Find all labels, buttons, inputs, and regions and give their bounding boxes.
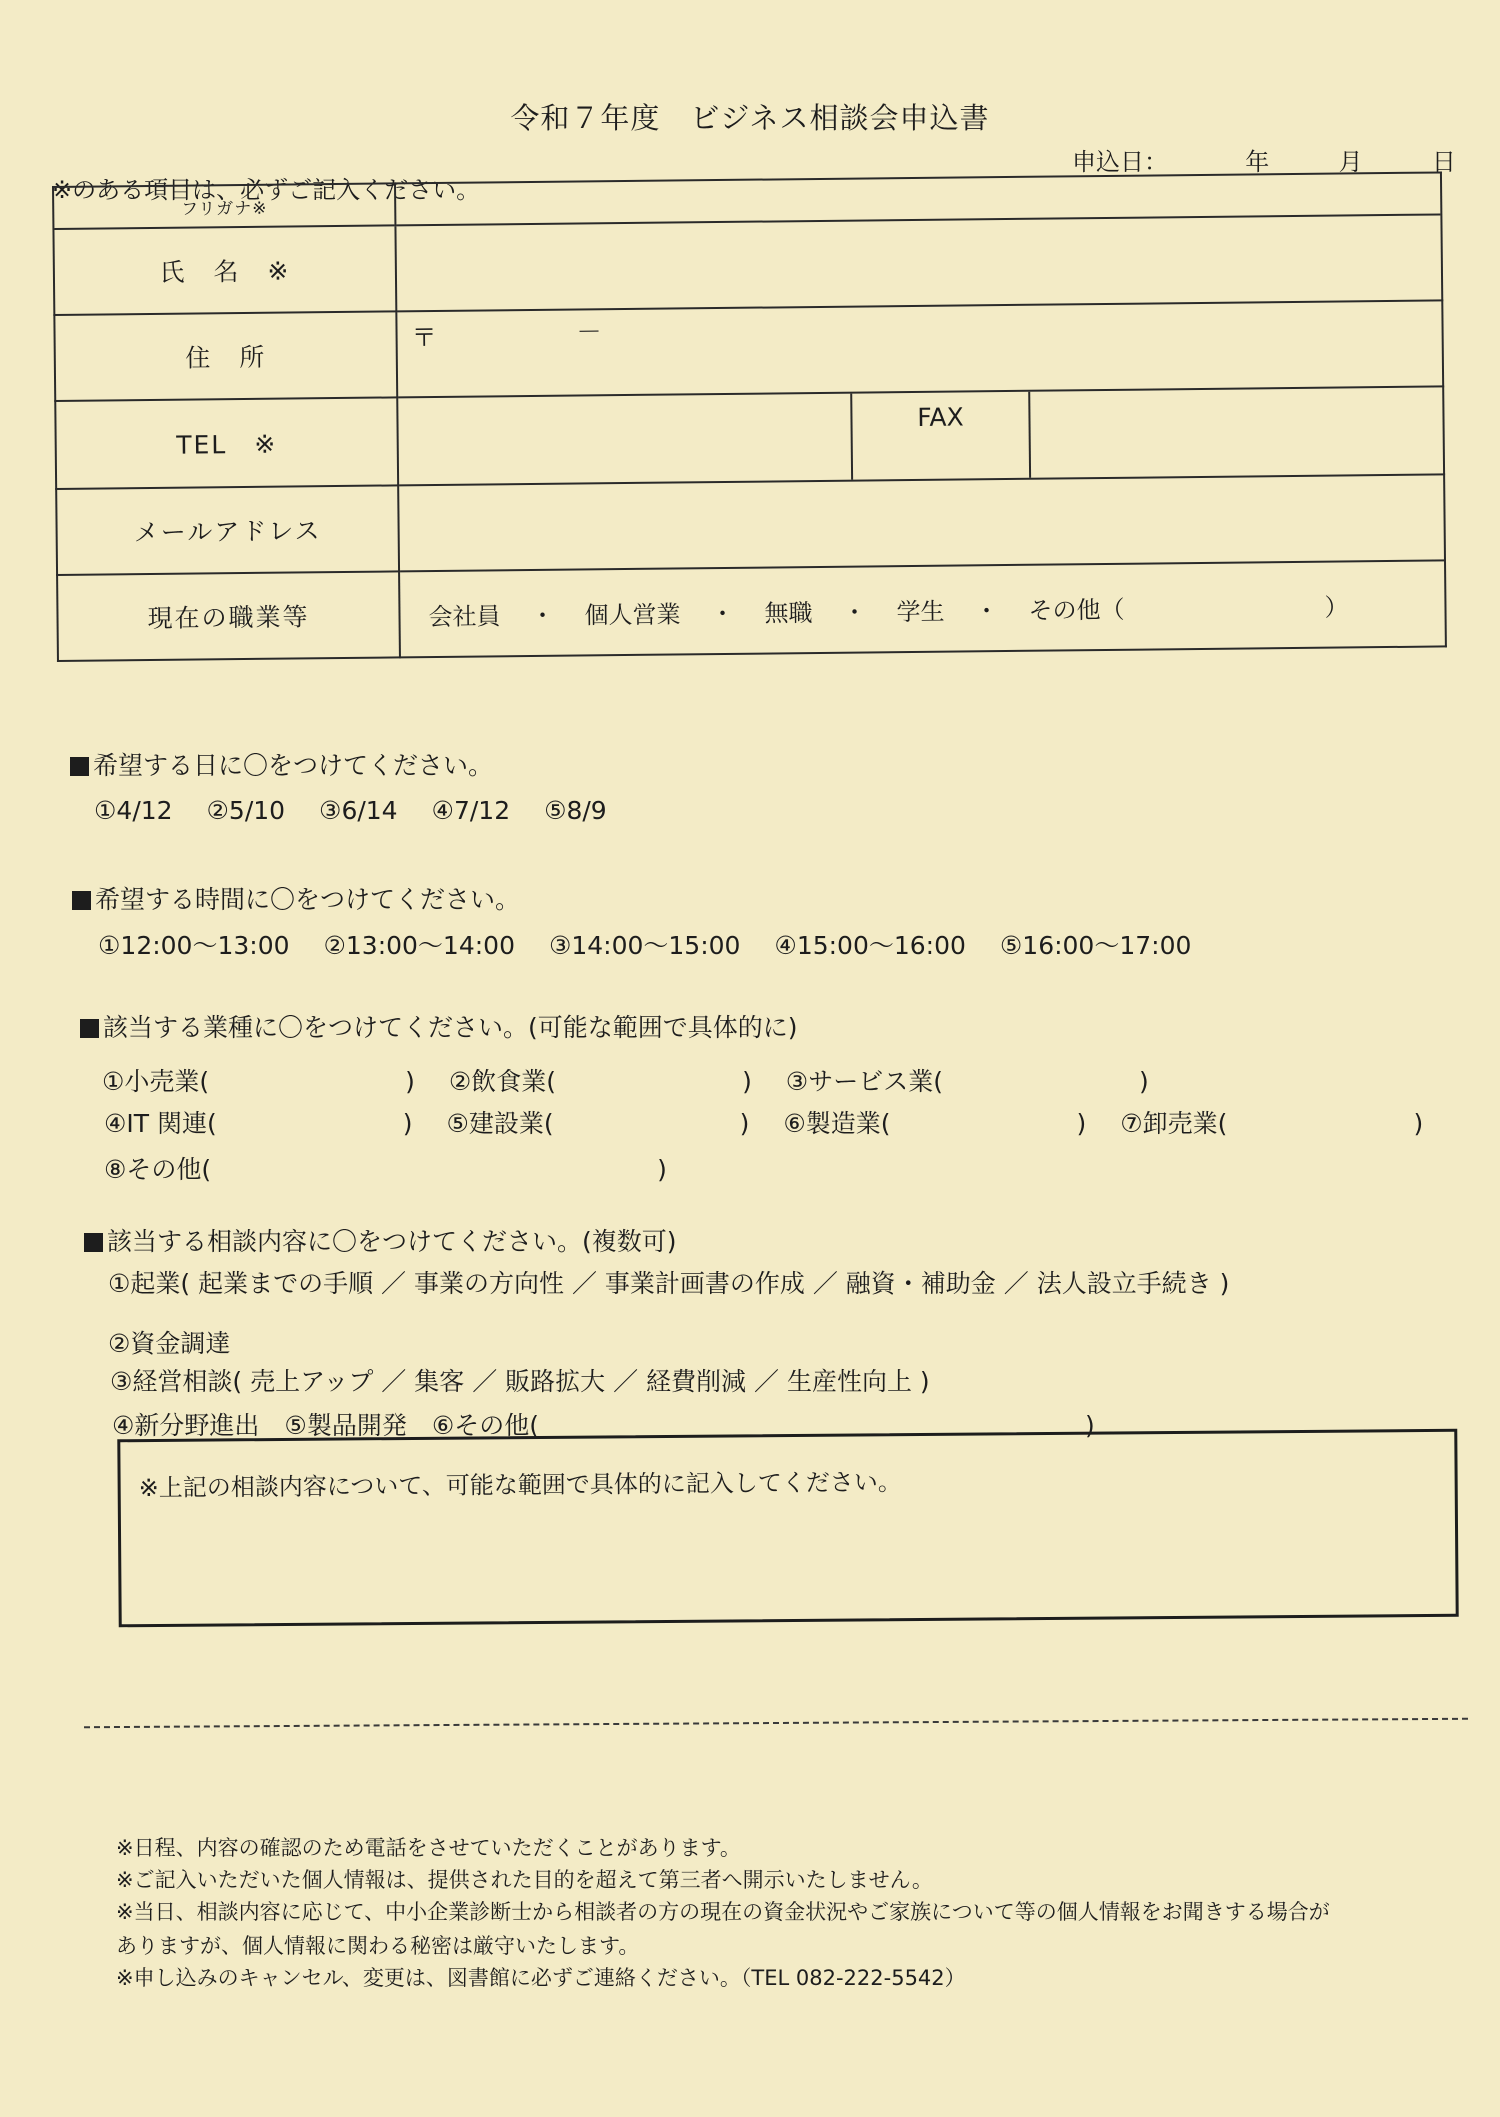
time-option[interactable]: ②13:00～14:00: [323, 931, 515, 960]
industry-heading-text: 該当する業種に〇をつけてください。(可能な範囲で具体的に): [103, 1013, 798, 1042]
address-row: [54, 300, 1443, 401]
tel-field[interactable]: [398, 394, 853, 485]
occupation-close: ）: [1324, 592, 1349, 622]
time-option[interactable]: ①12:00～13:00: [98, 931, 290, 960]
industry-close: ): [1413, 1109, 1424, 1138]
time-option[interactable]: ③14:00～15:00: [548, 931, 741, 960]
furigana-label: フリガナ※: [53, 183, 395, 229]
consult-heading: [84, 1222, 677, 1258]
industry-close: ): [1076, 1109, 1087, 1138]
industry-close: ): [657, 1155, 667, 1184]
fax-label: FAX: [852, 392, 1031, 480]
cut-line: [84, 1718, 1468, 1728]
consult-option[interactable]: ④新分野進出 ⑤製品開発 ⑥その他(: [112, 1411, 539, 1440]
industry-option[interactable]: ⑤建設業(: [446, 1109, 554, 1138]
form-title: 令和７年度 ビジネス相談会申込書: [510, 101, 990, 135]
time-option[interactable]: ④15:00～16:00: [774, 931, 966, 960]
occupation-row: [57, 560, 1446, 661]
date-option[interactable]: ①4/12: [94, 796, 173, 825]
separator-dot: ・: [974, 596, 999, 625]
note-line: ※ご記入いただいた個人情報は、提供された目的を超えて第三者へ開示いたしません。: [116, 1868, 933, 1892]
note-line: ※当日、相談内容に応じて、中小企業診断士から相談者の方の現在の資金状況やご家族について等の個人情報をお聞きする場合が: [116, 1900, 1330, 1924]
date-year-field[interactable]: 年: [1245, 148, 1270, 176]
industry-close: ): [402, 1109, 413, 1138]
application-date-label: 申込日：: [1072, 148, 1168, 176]
consult-detail-box[interactable]: [117, 1429, 1458, 1628]
fax-field[interactable]: [1030, 387, 1443, 477]
square-bullet-icon: [72, 891, 91, 910]
industry-option[interactable]: ⑥製造業(: [783, 1109, 891, 1138]
separator-dot: ・: [710, 599, 735, 628]
email-field[interactable]: [398, 474, 1445, 571]
applicant-info-table: [52, 171, 1447, 662]
postal-dash: －: [576, 317, 602, 347]
industry-row-2: [104, 1104, 1449, 1140]
separator-dot: ・: [530, 601, 555, 630]
time-heading-text: 希望する時間に〇をつけてください。: [95, 885, 521, 914]
required-note: ※のある項目は、必ずご記入ください。: [52, 176, 481, 204]
industry-row-1: [102, 1062, 1175, 1098]
address-label: 住 所: [54, 311, 397, 401]
industry-close: ): [739, 1109, 750, 1138]
date-month-field[interactable]: 月: [1338, 148, 1363, 176]
industry-close: ): [742, 1067, 752, 1096]
industry-close: ): [1138, 1067, 1149, 1096]
email-label: メールアドレス: [56, 485, 399, 575]
square-bullet-icon: [70, 757, 89, 776]
date-day-field[interactable]: 日: [1431, 148, 1456, 176]
occupation-label: 現在の職業等: [57, 571, 400, 661]
occupation-options: [400, 586, 1444, 632]
name-label: 氏 名 ※: [53, 225, 396, 315]
consult-option[interactable]: ②資金調達: [108, 1329, 231, 1358]
dates-heading: [70, 746, 493, 782]
time-option[interactable]: ⑤16:00～17:00: [999, 931, 1192, 960]
industry-option[interactable]: ⑦卸売業(: [1120, 1109, 1228, 1138]
dates-heading-text: 希望する日に〇をつけてください。: [93, 751, 494, 780]
industry-heading: [80, 1008, 798, 1044]
date-option[interactable]: ⑤8/9: [544, 796, 607, 825]
name-field[interactable]: [395, 214, 1442, 311]
name-row: [53, 214, 1442, 315]
industry-option[interactable]: ①小売業(: [102, 1067, 210, 1096]
industry-option[interactable]: ③サービス業(: [785, 1067, 943, 1096]
consult-heading-text: 該当する相談内容に〇をつけてください。(複数可): [107, 1227, 677, 1256]
note-line: ※日程、内容の確認のため電話をさせていただくことがあります。: [116, 1836, 741, 1860]
postal-mark: 〒: [411, 322, 437, 353]
occupation-option[interactable]: 個人営業: [584, 599, 681, 629]
consult-close: ): [1085, 1411, 1095, 1440]
square-bullet-icon: [80, 1019, 99, 1038]
time-options: [98, 926, 1217, 962]
industry-option[interactable]: ⑧その他(: [104, 1155, 212, 1184]
consult-option[interactable]: ①起業( 起業までの手順 ／ 事業の方向性 ／ 事業計画書の作成 ／ 融資・補助金 ／ 法人設立手続き ): [108, 1269, 1230, 1298]
square-bullet-icon: [84, 1233, 103, 1252]
note-line: ありますが、個人情報に関わる秘密は厳守いたします。: [116, 1934, 640, 1958]
email-row: [56, 474, 1445, 575]
occupation-option[interactable]: その他（: [1028, 595, 1125, 625]
industry-option[interactable]: ②飲食業(: [448, 1067, 557, 1096]
note-line: ※申し込みのキャンセル、変更は、図書館に必ずご連絡ください。（TEL 082-222-5542）: [116, 1966, 966, 1990]
occupation-option[interactable]: 会社員: [428, 601, 501, 631]
occupation-option[interactable]: 無職: [764, 598, 813, 628]
industry-row-3: [104, 1150, 693, 1186]
tel-label: TEL ※: [55, 397, 398, 489]
tel-row: [55, 386, 1444, 489]
industry-close: ): [405, 1067, 415, 1096]
occupation-option[interactable]: 学生: [896, 597, 945, 626]
time-heading: [72, 880, 520, 916]
date-option[interactable]: ④7/12: [431, 796, 511, 825]
address-field[interactable]: [396, 300, 1443, 397]
detail-prompt: ※上記の相談内容について、可能な範囲で具体的に記入してください。: [138, 1468, 902, 1503]
consult-option[interactable]: ③経営相談( 売上アップ ／ 集客 ／ 販路拡大 ／ 経費削減 ／ 生産性向上 ): [110, 1367, 930, 1396]
date-option[interactable]: ②5/10: [206, 796, 286, 825]
date-option[interactable]: ③6/14: [319, 796, 398, 825]
date-options: [94, 796, 633, 825]
industry-option[interactable]: ④IT 関連(: [104, 1109, 217, 1138]
separator-dot: ・: [842, 597, 867, 627]
